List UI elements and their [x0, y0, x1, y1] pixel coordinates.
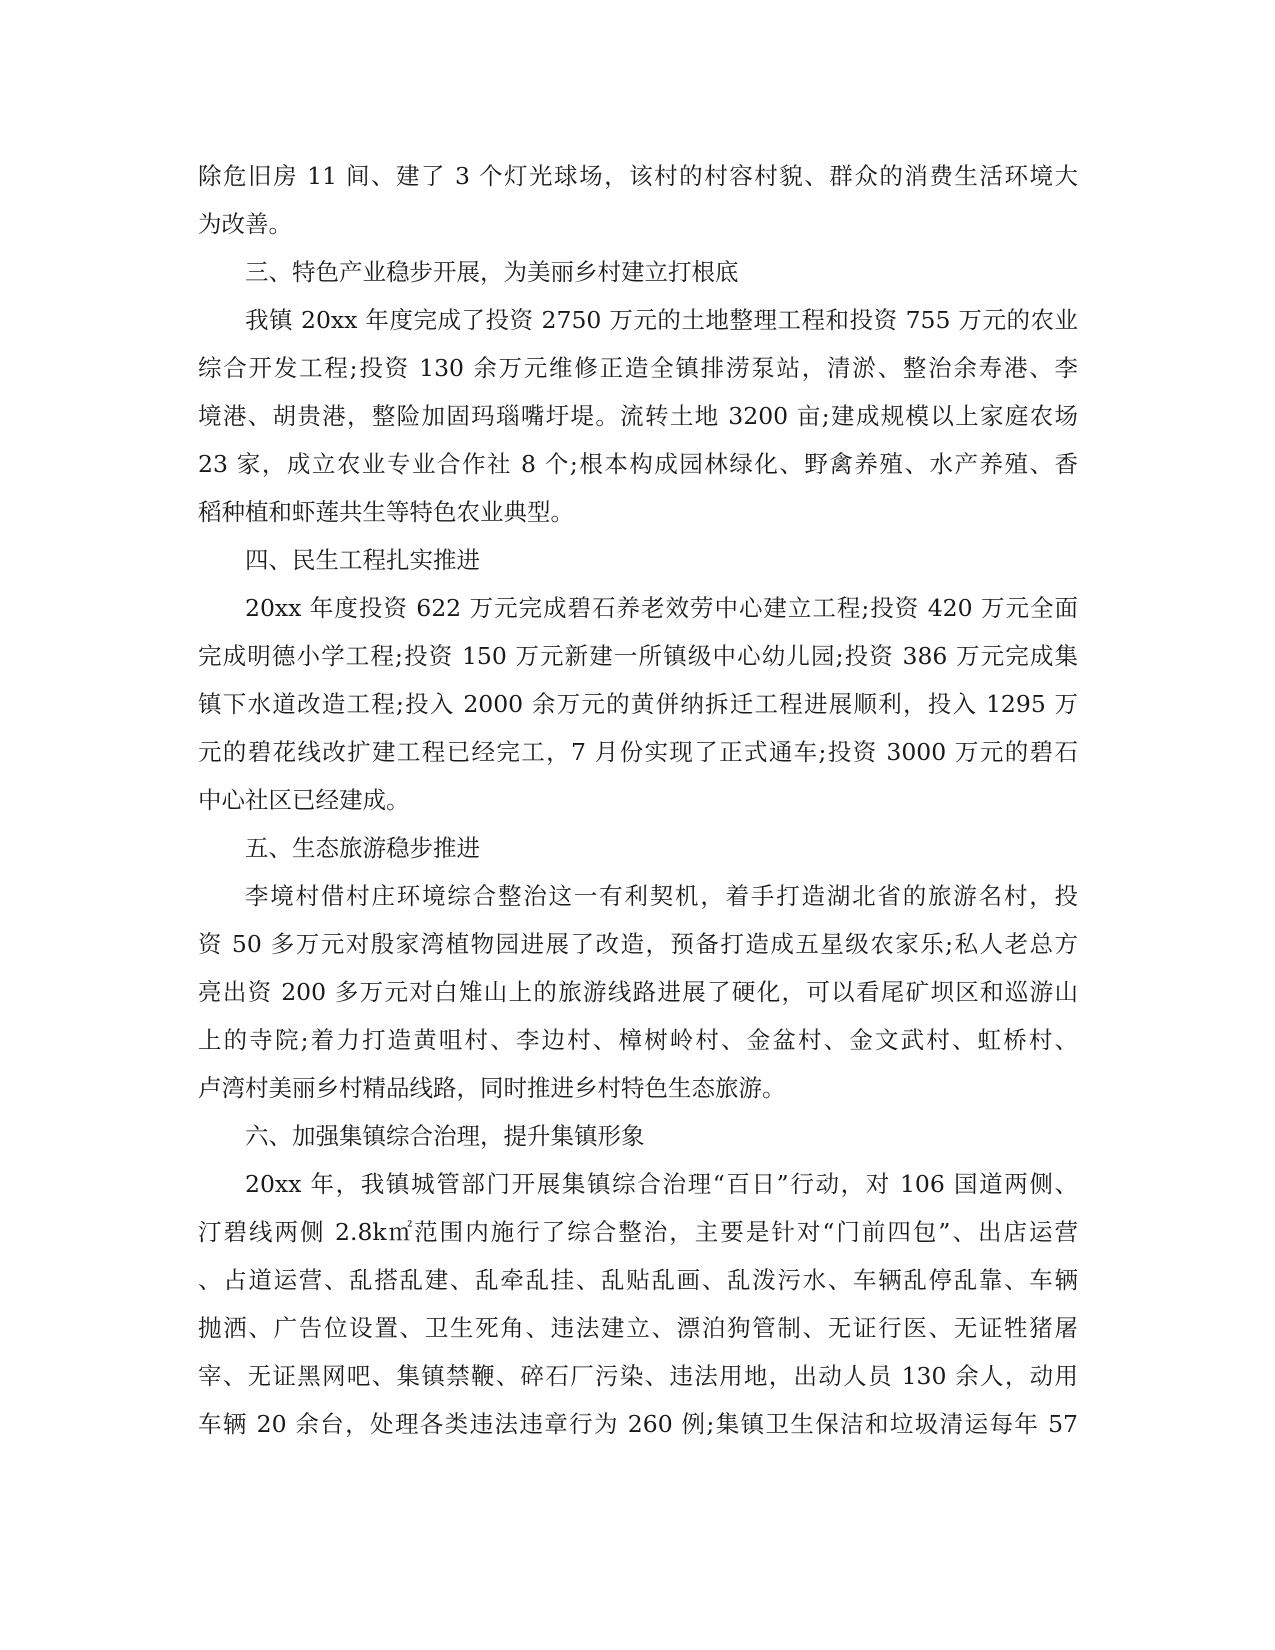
text-line: 卢湾村美丽乡村精品线路，同时推进乡村特色生态旅游。 [198, 1074, 786, 1102]
paragraph-first-line: 20xx 年，我镇城管部门开展集镇综合治理“百日”行动，对 106 国道两侧、 [245, 1170, 1078, 1198]
paragraph-first-line: 五、生态旅游稳步推进 [245, 834, 480, 862]
paragraph-first-line: 四、民生工程扎实推进 [245, 546, 480, 574]
paragraph-first-line: 20xx 年度投资 622 万元完成碧石养老效劳中心建立工程;投资 420 万元全面 [245, 594, 1078, 622]
text-line: 综合开发工程;投资 130 余万元维修正造全镇排涝泵站，清淤、整治余寿港、李 [198, 354, 1078, 382]
paragraph-first-line: 三、特色产业稳步开展，为美丽乡村建立打根底 [245, 258, 739, 286]
text-line: 元的碧花线改扩建工程已经完工，7 月份实现了正式通车;投资 3000 万元的碧石 [198, 738, 1078, 766]
text-line: 上的寺院;着力打造黄咀村、李边村、樟树岭村、金盆村、金文武村、虹桥村、 [198, 1026, 1078, 1054]
document-body [198, 152, 1078, 1448]
text-line: 宰、无证黑网吧、集镇禁鞭、碎石厂污染、违法用地，出动人员 130 余人，动用 [198, 1362, 1078, 1390]
text-line: 23 家，成立农业专业合作社 8 个;根本构成园林绿化、野禽养殖、水产养殖、香 [198, 450, 1078, 478]
text-line: 亮出资 200 多万元对白雉山上的旅游线路进展了硬化，可以看尾矿坝区和巡游山 [198, 978, 1078, 1006]
text-line: 镇下水道改造工程;投入 2000 余万元的黄併纳拆迁工程进展顺利，投入 1295 万 [198, 690, 1078, 718]
text-line: 、占道运营、乱搭乱建、乱牵乱挂、乱贴乱画、乱泼污水、车辆乱停乱靠、车辆 [198, 1266, 1078, 1294]
text-line: 资 50 多万元对殷家湾植物园进展了改造，预备打造成五星级农家乐;私人老总方 [198, 930, 1078, 958]
text-line: 汀碧线两侧 2.8k㎡范围内施行了综合整治，主要是针对“门前四包”、出店运营 [198, 1218, 1078, 1246]
text-line: 中心社区已经建成。 [198, 786, 410, 814]
paragraph-first-line: 六、加强集镇综合治理，提升集镇形象 [245, 1122, 645, 1150]
text-line: 除危旧房 11 间、建了 3 个灯光球场，该村的村容村貌、群众的消费生活环境大 [198, 162, 1078, 190]
text-line: 境港、胡贵港，整险加固玛瑙嘴圩堤。流转土地 3200 亩;建成规模以上家庭农场 [198, 402, 1078, 430]
paragraph-first-line: 我镇 20xx 年度完成了投资 2750 万元的土地整理工程和投资 755 万元的农业 [245, 306, 1078, 334]
text-line: 稻种植和虾莲共生等特色农业典型。 [198, 498, 574, 526]
text-line: 完成明德小学工程;投资 150 万元新建一所镇级中心幼儿园;投资 386 万元完成集 [198, 642, 1078, 670]
text-line: 为改善。 [198, 210, 292, 238]
text-line: 车辆 20 余台，处理各类违法违章行为 260 例;集镇卫生保洁和垃圾清运每年 57 [198, 1410, 1078, 1438]
text-line: 抛洒、广告位设置、卫生死角、违法建立、漂泊狗管制、无证行医、无证牲猪屠 [198, 1314, 1078, 1342]
paragraph-first-line: 李境村借村庄环境综合整治这一有利契机，着手打造湖北省的旅游名村，投 [245, 882, 1078, 910]
